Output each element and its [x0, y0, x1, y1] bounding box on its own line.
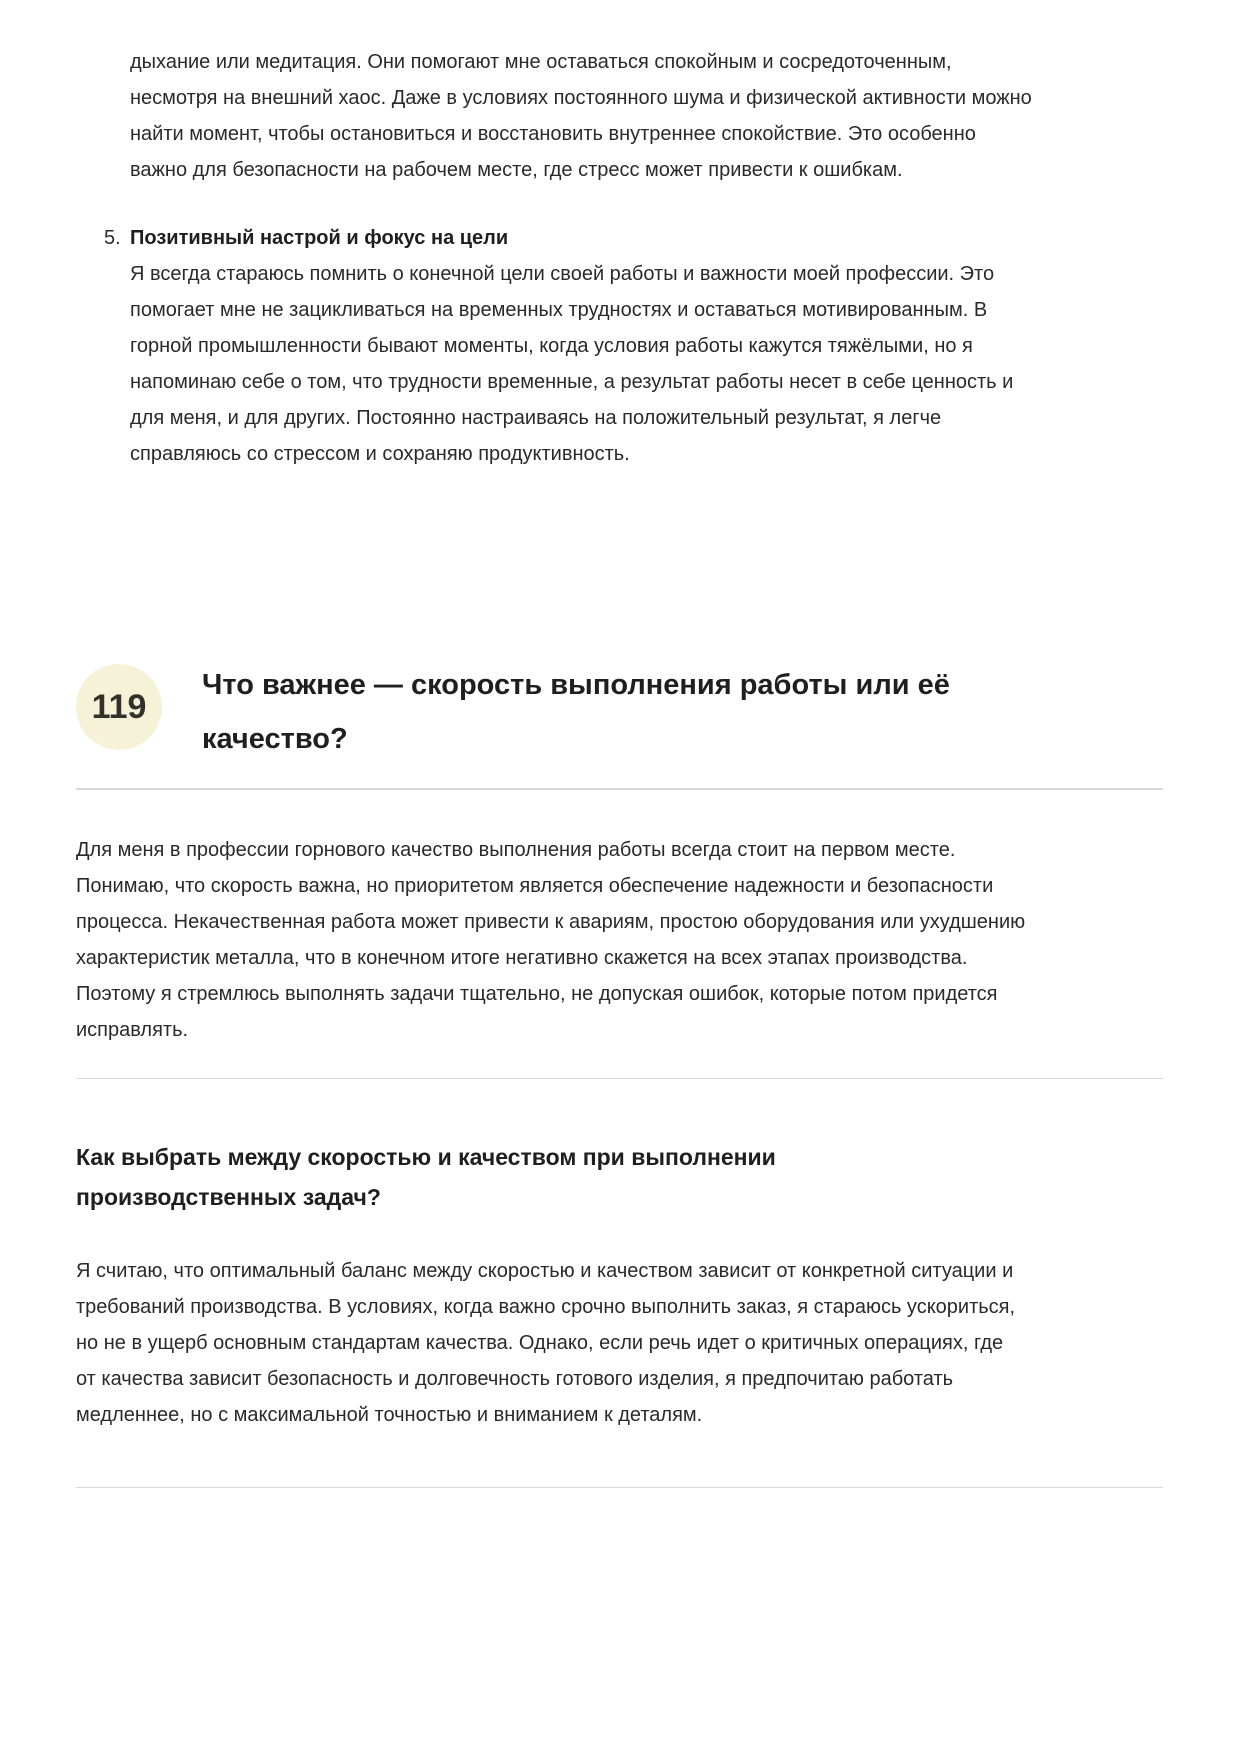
- question-heading-rule: [76, 788, 1163, 790]
- list-item-text: Я всегда стараюсь помнить о конечной цели своей работы и важности моей профессии. Это помогает мне не зацикливаться на временных трудностях и оставаться мотивированным. В горной промышленности бывают моменты, когда условия работы кажутся тяжёлыми, но я напоминаю себе о том, что трудности временные, а результат работы несет в себе ценность и для меня, и для других. Постоянно настраиваясь на положительный результат, я легче справляюсь со стрессом и сохраняю продуктивность.: [130, 263, 1014, 465]
- list-item-5: [76, 220, 1163, 472]
- section-divider: [76, 1078, 1163, 1079]
- question-number-badge: 119: [76, 664, 162, 750]
- subsection-title: Как выбрать между скоростью и качеством при выполнении производственных задач?: [76, 1144, 776, 1210]
- question-header: [76, 658, 1163, 766]
- paragraph-continuation: дыхание или медитация. Они помогают мне оставаться спокойным и сосредоточенным, несмотря на внешний хаос. Даже в условиях постоянного шума и физической активности можно найти момент, чтобы остановиться и восстановить внутреннее спокойствие. Это особенно важно для безопасности на рабочем месте, где стресс может привести к ошибкам.: [130, 51, 1032, 181]
- list-item-body: [130, 220, 1032, 472]
- list-item-title: Позитивный настрой и фокус на цели: [130, 227, 509, 249]
- list-item-number: 5.: [104, 227, 121, 249]
- question-section: [76, 658, 1163, 790]
- bottom-divider: [76, 1487, 1163, 1488]
- question-title: Что важнее — скорость выполнения работы или её качество?: [202, 669, 950, 755]
- subsection-paragraph: Я считаю, что оптимальный баланс между скоростью и качеством зависит от конкретной ситуации и требований производства. В условиях, когда важно срочно выполнить заказ, я стараюсь ускориться, но не в ущерб основным стандартам качества. Однако, если речь идет о критичных операциях, где от качества зависит безопасность и долговечность готового изделия, я предпочитаю работать медленнее, но с максимальной точностью и вниманием к деталям.: [76, 1260, 1016, 1426]
- answer-paragraph: Для меня в профессии горнового качество выполнения работы всегда стоит на первом месте. Понимаю, что скорость важна, но приоритетом является обеспечение надежности и безопасности процесса. Некачественная работа может привести к авариям, простою оборудования или ухудшению характеристик металла, что в конечном итоге негативно скажется на всех этапах производства. Поэтому я стремлюсь выполнять задачи тщательно, не допуская ошибок, которые потом придется исправлять.: [76, 839, 1026, 1041]
